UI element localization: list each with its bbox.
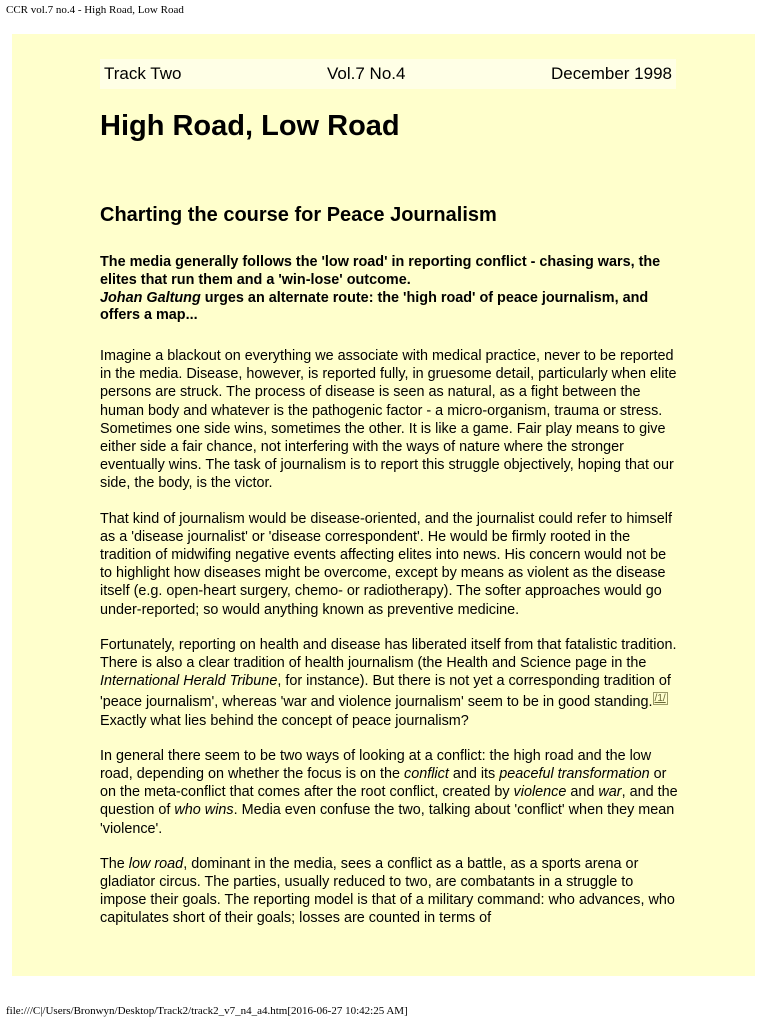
text-run: and its <box>448 766 500 783</box>
paragraph: Imagine a blackout on everything we associate with medical practice, never to be reported in the media. Disease, however, is reported fully, in gruesome detail, particularly when elite persons are struck. The process of disease is seen as natural, as a fight between the human body and whatever is the pathogenic factor - a micro-organism, trauma or stress. Sometimes one side wins, sometimes the other. It is like a game. Fair play means to give either side a fair chance, not interfering with the ways of nature where the stronger eventually wins. The task of journalism is to report this struggle objectively, hoping that our side, the body, is the victor. <box>100 348 677 492</box>
text-run: , and the question of <box>100 784 678 819</box>
article-lede <box>100 254 678 325</box>
text-run: International Herald Tribune <box>100 673 278 690</box>
text-run: or on the meta-conflict that comes after the root conflict, created by <box>100 766 667 801</box>
text-run: In general there seem to be two ways of looking at a conflict: the high road and the low road, depending on whether the focus is on the <box>100 747 652 783</box>
paragraph <box>100 855 678 928</box>
text-run: , dominant in the media, sees a conflict as a battle, as a sports arena or gladiator circus. The parties, usually reduced to two, are combatants in a struggle to impose their goals. The reporting model is that of a military command: who advances, who capitulates short of their goals; losses are counted in terms of <box>100 855 675 927</box>
text-run: violence <box>513 784 567 801</box>
paragraph <box>100 636 678 730</box>
publication-name: Track Two <box>104 64 182 83</box>
text-run: , for instance). But there is not yet a corresponding tradition of 'peace journalism', whereas 'war and violence journalism' seem to be in good standing. <box>100 673 671 711</box>
article-subtitle: Charting the course for Peace Journalism <box>100 204 497 226</box>
issue-date: December 1998 <box>551 64 672 83</box>
print-footer: file:///C|/Users/Bronwyn/Desktop/Track2/track2_v7_n4_a4.htm[2016-06-27 10:42:25 AM] <box>6 1005 408 1017</box>
page-title: High Road, Low Road <box>100 110 400 142</box>
text-run: Exactly what lies behind the concept of peace journalism? <box>100 712 469 729</box>
text-run: conflict <box>404 766 449 783</box>
text-run: war <box>598 784 622 801</box>
lede-author: Johan Galtung <box>100 289 201 306</box>
article-body <box>100 347 678 945</box>
footnote-link[interactable]: /1/ <box>654 693 666 705</box>
text-run: low road <box>128 855 184 872</box>
text-run: Fortunately, reporting on health and disease has liberated itself from that fatalistic tradition. There is also a clear tradition of health journalism (the Health and Science page in the <box>100 636 677 672</box>
print-header: CCR vol.7 no.4 - High Road, Low Road <box>6 4 184 16</box>
masthead <box>100 59 676 89</box>
issue-volume: Vol.7 No.4 <box>327 64 406 83</box>
paragraph <box>100 747 678 838</box>
article-panel <box>12 34 755 976</box>
text-run: . Media even confuse the two, talking about 'conflict' when they mean 'violence'. <box>100 802 675 837</box>
text-run: who wins <box>174 802 234 819</box>
lede-line: The media generally follows the 'low road' in reporting conflict - chasing wars, the elites that run them and a 'win-lose' outcome. <box>100 254 661 288</box>
text-run: and <box>566 784 599 801</box>
lede-line: urges an alternate route: the 'high road' of peace journalism, and offers a map... <box>100 289 649 324</box>
text-run: The <box>100 855 129 872</box>
text-run: peaceful transformation <box>499 766 650 783</box>
paragraph: That kind of journalism would be disease-oriented, and the journalist could refer to himself as a 'disease journalist' or 'disease correspondent'. He would be firmly rooted in the tradition of midwifing negative events affecting elites into news. His concern would not be to highlight how diseases might be overcome, except by means as violent as the disease itself (e.g. open-heart surgery, chemo- or radiotherapy). The softer approaches would go under-reported; so would anything known as preventive medicine. <box>100 510 672 618</box>
